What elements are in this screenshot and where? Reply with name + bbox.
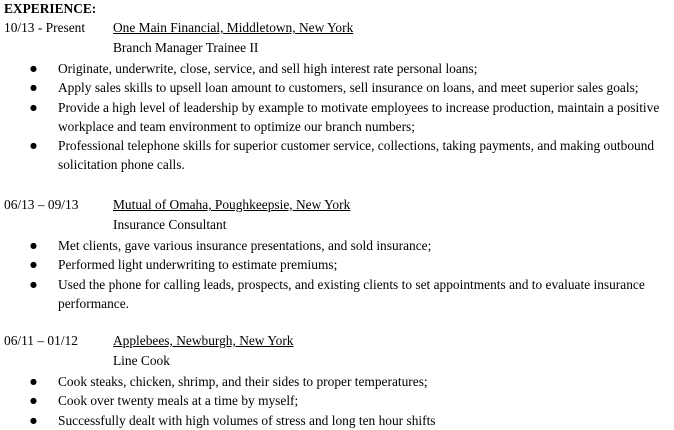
bullet-text: ● Provide a high level of leadership by example to motivate employees to increase production, maintain a positive workplace and team environment to optimize our branch numbers; (58, 98, 672, 136)
bullet-text: ● Performed light underwriting to estimate premiums; (58, 255, 672, 274)
list-item (0, 255, 674, 274)
job-position: Insurance Consultant (113, 217, 226, 233)
job-employer: One Main Financial, Middletown, New York (113, 20, 353, 36)
bullet-text: ● Cook over twenty meals at a time by myself; (58, 391, 672, 410)
bullet-text: ● Used the phone for calling leads, prospects, and existing clients to set appointments and to evaluate insurance performance. (58, 275, 672, 313)
bullet-text: ● Successfully dealt with high volumes of stress and long ten hour shifts (58, 411, 672, 430)
bullet-text: ● Originate, underwrite, close, service, and sell high interest rate personal loans; (58, 59, 672, 78)
job-bullet-list (0, 236, 674, 314)
list-item (0, 59, 674, 78)
list-item (0, 78, 674, 97)
job-employer: Applebees, Newburgh, New York (113, 333, 294, 349)
job-dates: 10/13 - Present (4, 20, 85, 36)
section-heading-experience: EXPERIENCE: (4, 1, 96, 17)
bullet-text: ● Cook steaks, chicken, shrimp, and their sides to proper temperatures; (58, 372, 672, 391)
job-bullet-list (0, 372, 674, 430)
job-position: Branch Manager Trainee II (113, 40, 258, 56)
bullet-text: ● Met clients, gave various insurance presentations, and sold insurance; (58, 236, 672, 255)
list-item (0, 391, 674, 410)
list-item (0, 236, 674, 255)
list-item (0, 275, 674, 313)
job-bullet-list (0, 59, 674, 175)
job-dates: 06/13 – 09/13 (4, 197, 78, 213)
list-item (0, 98, 674, 136)
job-employer: Mutual of Omaha, Poughkeepsie, New York (113, 197, 350, 213)
list-item (0, 372, 674, 391)
bullet-text: ● Professional telephone skills for superior customer service, collections, taking payments, and making outbound solicitation phone calls. (58, 136, 672, 174)
list-item (0, 136, 674, 174)
job-dates: 06/11 – 01/12 (4, 333, 78, 349)
bullet-text: ● Apply sales skills to upsell loan amount to customers, sell insurance on loans, and meet superior sales goals; (58, 78, 672, 97)
list-item (0, 411, 674, 430)
job-position: Line Cook (113, 353, 170, 369)
